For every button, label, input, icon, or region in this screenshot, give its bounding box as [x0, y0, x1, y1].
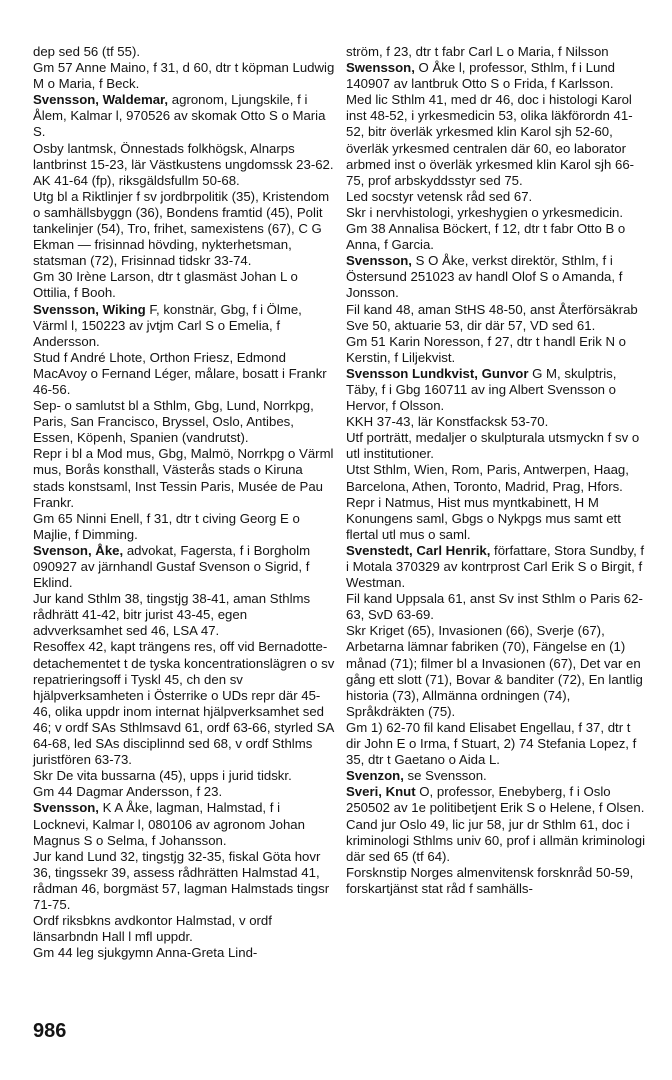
- entry-paragraph: [33, 945, 335, 961]
- entry-paragraph: [33, 92, 335, 140]
- entry-paragraph: [33, 44, 335, 60]
- entry-paragraph: [33, 768, 335, 784]
- entry-text: Utf porträtt, medaljer o skulpturala utsmyckn f sv o utl institutioner.: [346, 430, 640, 462]
- entry-text: F, konstnär, Gbg, f i Ölme, Värml l, 150223 av jvtjm Carl S o Emelia, f Andersson.: [33, 301, 302, 349]
- page-number: 986: [33, 1020, 67, 1042]
- entry-text: Gm 65 Ninni Enell, f 31, dtr t civing Georg E o Majlie, f Dimming.: [33, 510, 300, 542]
- entry-paragraph: [33, 269, 335, 301]
- entry-paragraph: [346, 189, 648, 205]
- entry-heading: Svenstedt, Carl Henrik,: [346, 542, 491, 558]
- entry-paragraph: [346, 591, 648, 623]
- entry-text: Gm 38 Annalisa Böckert, f 12, dtr t fabr Otto B o Anna, f Garcia.: [346, 221, 626, 253]
- entry-paragraph: [33, 398, 335, 446]
- entry-paragraph: [33, 173, 335, 189]
- entry-text: Forsknstip Norges almenvitensk forsknråd 50-59, forskartjänst stat råd f samhälls-: [346, 864, 634, 896]
- entry-paragraph: [346, 92, 648, 189]
- entry-text: KKH 37-43, lär Konstfacksk 53-70.: [346, 414, 549, 430]
- entry-text: Repr i Natmus, Hist mus myntkabinett, H M Konungens saml, Gbgs o Nykpgs mus samt ett flertal utl mus o saml.: [346, 494, 621, 542]
- entry-text: advokat, Fagersta, f i Borgholm 090927 av järnhandl Gustaf Svenson o Sigrid, f Eklind.: [33, 542, 311, 591]
- entry-paragraph: [346, 768, 648, 784]
- entry-heading: Svensson,: [33, 800, 99, 816]
- entry-paragraph: [33, 591, 335, 639]
- entry-paragraph: [346, 253, 648, 301]
- entry-paragraph: [33, 350, 335, 398]
- entry-text: K A Åke, lagman, Halmstad, f i Locknevi, Kalmar l, 080106 av agronom Johan Magnus S o Selma, f Johansson.: [33, 800, 305, 848]
- entry-text: Skr De vita bussarna (45), upps i jurid tidskr.: [33, 768, 292, 784]
- left-column: [33, 44, 335, 961]
- entry-paragraph: [346, 462, 648, 494]
- entry-text: Ordf riksbkns avdkontor Halmstad, v ordf länsarbndn Hall l mfl uppdr.: [33, 913, 272, 945]
- entry-paragraph: [33, 446, 335, 510]
- entry-paragraph: [346, 784, 648, 816]
- entry-paragraph: [346, 430, 648, 462]
- entry-heading: Svensson, Waldemar,: [33, 92, 169, 108]
- entry-text: Gm 44 leg sjukgymn Anna-Greta Lind-: [33, 945, 258, 961]
- entry-text: O, professor, Enebyberg, f i Oslo 250502 av 1e politibetjent Erik S o Helene, f Olsen.: [346, 784, 645, 816]
- entry-heading: Svensson, Wiking: [33, 301, 146, 317]
- entry-paragraph: [33, 639, 335, 768]
- entry-paragraph: [346, 221, 648, 253]
- entry-text: Repr i bl a Mod mus, Gbg, Malmö, Norrkpg o Värml mus, Borås konsthall, Västerås stads o Kiruna stads konstsaml, Inst Tessin Paris, Musée de Pau Frankr.: [33, 446, 334, 510]
- entry-paragraph: [346, 302, 648, 334]
- entry-text: Skr i nervhistologi, yrkeshygien o yrkesmedicin.: [346, 204, 624, 220]
- entry-text: G M, skulptris, Täby, f i Gbg 160711 av ing Albert Svensson o Hervor, f Olsson.: [346, 365, 617, 414]
- entry-text: dep sed 56 (tf 55).: [33, 44, 141, 59]
- entry-paragraph: [33, 141, 335, 173]
- entry-text: AK 41-64 (fp), riksgäldsfullm 50-68.: [33, 172, 240, 188]
- entry-paragraph: [346, 60, 648, 92]
- entry-text: agronom, Ljungskile, f i Ålem, Kalmar l, 970526 av skomak Otto S o Maria S.: [33, 92, 326, 140]
- entry-heading: Svenzon,: [346, 768, 404, 784]
- entry-paragraph: [346, 205, 648, 221]
- entry-paragraph: [33, 849, 335, 913]
- entry-text: Gm 44 Dagmar Andersson, f 23.: [33, 784, 223, 800]
- entry-text: ström, f 23, dtr t fabr Carl L o Maria, f Nilsson: [346, 44, 609, 59]
- entry-text: Utg bl a Riktlinjer f sv jordbrpolitik (35), Kristendom o samhällsbyggn (36), Bondens framtid (45), Polit tankelinjer (54), Tro, frihet, samexistens (67), C G Ekman — frisinnad hövding, nykterhetsman, statsman (72), Frisinnad tidskr 33-74.: [33, 188, 330, 269]
- entry-text: S O Åke, verkst direktör, Sthlm, f i Östersund 251023 av handl Olof S o Amanda, f Jonsson.: [346, 253, 623, 301]
- entry-paragraph: [346, 44, 648, 60]
- entry-paragraph: [346, 366, 648, 414]
- entry-text: Jur kand Sthlm 38, tingstjg 38-41, aman Sthlms rådhrätt 41-42, bitr jurist 43-45, egen advverksamhet sed 46, LSA 47.: [33, 591, 311, 639]
- entry-paragraph: [346, 720, 648, 768]
- entry-text: Led socstyr vetensk råd sed 67.: [346, 188, 533, 204]
- entry-text: Utst Sthlm, Wien, Rom, Paris, Antwerpen, Haag, Barcelona, Athen, Toronto, Madrid, Prag, Hfors.: [346, 462, 629, 494]
- entry-paragraph: [346, 543, 648, 591]
- entry-paragraph: [33, 800, 335, 848]
- entry-heading: Svensson,: [346, 253, 412, 269]
- entry-paragraph: [33, 302, 335, 350]
- entry-heading: Swensson,: [346, 60, 415, 76]
- entry-paragraph: [346, 865, 648, 897]
- entry-text: Med lic Sthlm 41, med dr 46, doc i histologi Karol inst 48-52, i yrkesmedicin 53, olika läkförordn 41-52, bitr överläk yrkesmed klin Karol sjh 52-60, överläk yrkesmed centralen där 60, eo laborator arbmed inst o överläk yrkesmed klin Karol sjh 66-75, prof arbskyddsstyr sed 75.: [346, 92, 635, 188]
- entry-text: Cand jur Oslo 49, lic jur 58, jur dr Sthlm 61, doc i kriminologi Sthlms univ 60, prof i allmän kriminologi där sed 65 (tf 64).: [346, 816, 646, 864]
- entry-text: Fil kand Uppsala 61, anst Sv inst Sthlm o Paris 62-63, SvD 63-69.: [346, 591, 643, 623]
- entry-text: se Svensson.: [403, 768, 487, 784]
- entry-paragraph: [33, 60, 335, 92]
- right-column: [346, 44, 648, 897]
- entry-text: Skr Kriget (65), Invasionen (66), Sverje (67), Arbetarna lämnar fabriken (70), Fängelse en (1) månad (71); filmer bl a Invasionen (67), Det var en gång ett slott (71), Bovar & banditer (72), En lantlig historia (73), Allmänna ordningen (74), Språkdräkten (75).: [346, 623, 643, 719]
- entry-text: Gm 1) 62-70 fil kand Elisabet Engellau, f 37, dtr t dir John E o Irma, f Stuart, 2) 74 Stefania Lopez, f 35, dtr t Gaetano o Aida L.: [346, 719, 637, 768]
- entry-text: Gm 30 Irène Larson, dtr t glasmäst Johan L o Ottilia, f Booh.: [33, 269, 298, 301]
- entry-text: Osby lantmsk, Önnestads folkhögsk, Alnarps lantbrinst 15-23, lär Västkustens ungdomssk 23-62.: [33, 140, 334, 172]
- entry-heading: Svensson Lundkvist, Gunvor: [346, 365, 529, 381]
- entry-text: Gm 51 Karin Noresson, f 27, dtr t handl Erik N o Kerstin, f Liljekvist.: [346, 333, 626, 365]
- entry-paragraph: [346, 817, 648, 865]
- entry-text: O Åke l, professor, Sthlm, f i Lund 140907 av lantbruk Otto S o Frida, f Karlsson.: [346, 60, 615, 92]
- entry-heading: Svenson, Åke,: [33, 542, 124, 558]
- entry-paragraph: [33, 784, 335, 800]
- entry-text: Resoffex 42, kapt trängens res, off vid Bernadotte-detachementet t de tyska koncentrationslägren o sv repatrieringsoff i Tyskl 45, ch den sv hjälpverksamheten i Österrike o UDs repr där 45-46, olika uppdr inom internat hjälpverksamhet sed 46; v ordf SAs Sthlmsavd 61, ordf 63-66, styrled SA 64-68, led SAs disciplinnd sed 68, v ordf Sthlms juristfören 63-73.: [33, 639, 335, 768]
- entry-heading: Sveri, Knut: [346, 784, 416, 800]
- entry-text: författare, Stora Sundby, f i Motala 370329 av kontrprost Carl Erik S o Birgit, f Westman.: [346, 542, 645, 591]
- entry-paragraph: [346, 334, 648, 366]
- entry-text: Jur kand Lund 32, tingstjg 32-35, fiskal Göta hovr 36, tingssekr 39, assess rådhrätten Halmstad 41, rådman 46, borgmäst 57, lagman Halmstads tingsr 71-75.: [33, 848, 330, 912]
- entry-paragraph: [33, 913, 335, 945]
- entry-paragraph: [33, 511, 335, 543]
- entry-paragraph: [346, 623, 648, 720]
- entry-paragraph: [346, 414, 648, 430]
- entry-text: Stud f André Lhote, Orthon Friesz, Edmond MacAvoy o Fernand Léger, målare, bosatt i Frankr 46-56.: [33, 349, 327, 397]
- entry-text: Fil kand 48, aman StHS 48-50, anst Återförsäkrab Sve 50, aktuarie 53, dir där 57, VD sed 61.: [346, 301, 638, 333]
- entry-paragraph: [33, 543, 335, 591]
- entry-text: Gm 57 Anne Maino, f 31, d 60, dtr t köpman Ludwig M o Maria, f Beck.: [33, 60, 335, 92]
- entry-paragraph: [33, 189, 335, 269]
- entry-paragraph: [346, 495, 648, 543]
- entry-text: Sep- o samlutst bl a Sthlm, Gbg, Lund, Norrkpg, Paris, San Francisco, Bryssel, Oslo, Antibes, Essen, Köpenh, Spanien (vandrutst).: [33, 398, 314, 446]
